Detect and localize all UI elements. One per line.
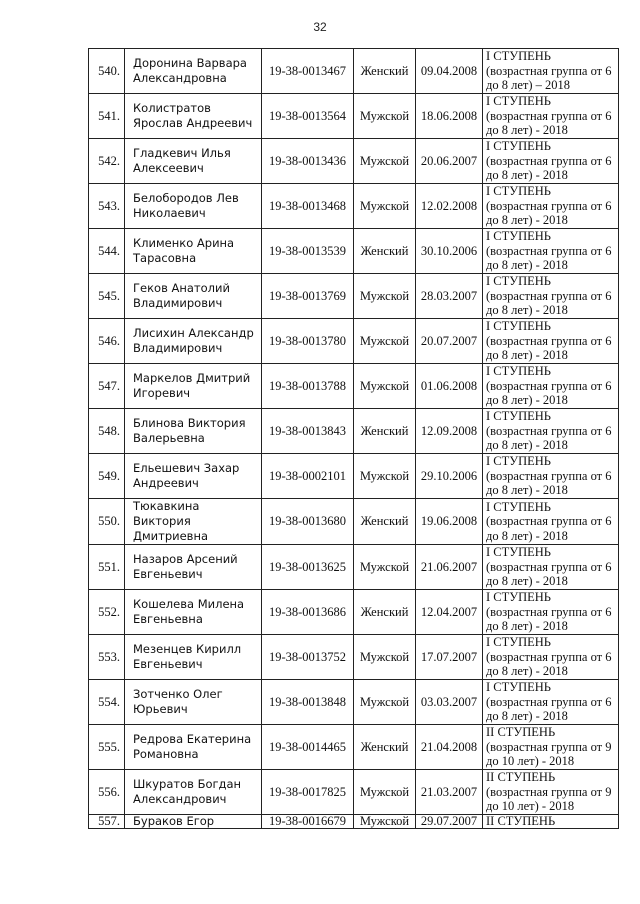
gto-level: I СТУПЕНЬ (возрастная группа от 6 до 8 лет) - 2018 — [483, 184, 619, 229]
row-number: 548. — [89, 409, 125, 454]
birth-date: 29.07.2007 — [416, 815, 483, 829]
row-number: 546. — [89, 319, 125, 364]
participant-id: 19-38-0002101 — [262, 454, 354, 499]
row-number: 550. — [89, 499, 125, 545]
participant-sex: Мужской — [354, 815, 416, 829]
participant-name: Тюкавкина Виктория Дмитриевна — [125, 499, 262, 545]
participant-name: Маркелов Дмитрий Игоревич — [125, 364, 262, 409]
participant-id: 19-38-0013769 — [262, 274, 354, 319]
participant-sex: Мужской — [354, 545, 416, 590]
participant-id: 19-38-0013539 — [262, 229, 354, 274]
participant-sex: Мужской — [354, 184, 416, 229]
table-row — [89, 229, 619, 274]
gto-level: I СТУПЕНЬ (возрастная группа от 6 до 8 лет) - 2018 — [483, 319, 619, 364]
gto-level: I СТУПЕНЬ (возрастная группа от 6 до 8 лет) - 2018 — [483, 94, 619, 139]
participant-id: 19-38-0013467 — [262, 49, 354, 94]
row-number: 547. — [89, 364, 125, 409]
table-row — [89, 815, 619, 829]
participant-id: 19-38-0013436 — [262, 139, 354, 184]
gto-level: I СТУПЕНЬ (возрастная группа от 6 до 8 лет) - 2018 — [483, 590, 619, 635]
participant-id: 19-38-0013468 — [262, 184, 354, 229]
participant-sex: Мужской — [354, 770, 416, 815]
participant-id: 19-38-0013680 — [262, 499, 354, 545]
participant-name: Колистратов Ярослав Андреевич — [125, 94, 262, 139]
gto-level: I СТУПЕНЬ (возрастная группа от 6 до 8 лет) - 2018 — [483, 635, 619, 680]
table-row — [89, 184, 619, 229]
participants-table — [88, 48, 619, 829]
row-number: 557. — [89, 815, 125, 829]
gto-level: I СТУПЕНЬ (возрастная группа от 6 до 8 лет) - 2018 — [483, 680, 619, 725]
table-body — [89, 49, 619, 829]
row-number: 541. — [89, 94, 125, 139]
gto-level: I СТУПЕНЬ (возрастная группа от 6 до 8 лет) - 2018 — [483, 409, 619, 454]
gto-level: II СТУПЕНЬ (возрастная группа от 9 до 10 лет) - 2018 — [483, 725, 619, 770]
row-number: 542. — [89, 139, 125, 184]
page-number: 32 — [313, 20, 327, 34]
gto-level: I СТУПЕНЬ (возрастная группа от 6 до 8 лет) - 2018 — [483, 139, 619, 184]
row-number: 545. — [89, 274, 125, 319]
table-row — [89, 590, 619, 635]
participant-name: Белобородов Лев Николаевич — [125, 184, 262, 229]
participant-name: Кошелева Милена Евгеньевна — [125, 590, 262, 635]
table-row — [89, 364, 619, 409]
birth-date: 21.03.2007 — [416, 770, 483, 815]
table-row — [89, 680, 619, 725]
participant-id: 19-38-0013752 — [262, 635, 354, 680]
birth-date: 12.09.2008 — [416, 409, 483, 454]
participant-id: 19-38-0013843 — [262, 409, 354, 454]
participant-sex: Мужской — [354, 364, 416, 409]
table-row — [89, 139, 619, 184]
participant-id: 19-38-0013780 — [262, 319, 354, 364]
row-number: 555. — [89, 725, 125, 770]
participant-name: Блинова Виктория Валерьевна — [125, 409, 262, 454]
participant-sex: Женский — [354, 49, 416, 94]
participant-id: 19-38-0014465 — [262, 725, 354, 770]
participant-id: 19-38-0013686 — [262, 590, 354, 635]
participant-sex: Мужской — [354, 454, 416, 499]
row-number: 553. — [89, 635, 125, 680]
participant-name: Мезенцев Кирилл Евгеньевич — [125, 635, 262, 680]
participant-id: 19-38-0016679 — [262, 815, 354, 829]
row-number: 554. — [89, 680, 125, 725]
participant-name: Лисихин Александр Владимирович — [125, 319, 262, 364]
participant-name: Доронина Варвара Александровна — [125, 49, 262, 94]
gto-level: I СТУПЕНЬ (возрастная группа от 6 до 8 лет) - 2018 — [483, 545, 619, 590]
participant-id: 19-38-0017825 — [262, 770, 354, 815]
table-row — [89, 274, 619, 319]
gto-level: II СТУПЕНЬ (возрастная группа от 9 до 10 лет) - 2018 — [483, 770, 619, 815]
participant-sex: Женский — [354, 229, 416, 274]
participant-name: Шкуратов Богдан Александрович — [125, 770, 262, 815]
participant-sex: Женский — [354, 499, 416, 545]
participant-id: 19-38-0013564 — [262, 94, 354, 139]
row-number: 549. — [89, 454, 125, 499]
participant-name: Редрова Екатерина Романовна — [125, 725, 262, 770]
participant-sex: Женский — [354, 725, 416, 770]
gto-level: I СТУПЕНЬ (возрастная группа от 6 до 8 лет) - 2018 — [483, 454, 619, 499]
birth-date: 29.10.2006 — [416, 454, 483, 499]
participant-sex: Мужской — [354, 635, 416, 680]
table-row — [89, 454, 619, 499]
participant-name: Ельешевич Захар Андреевич — [125, 454, 262, 499]
participant-sex: Женский — [354, 590, 416, 635]
birth-date: 28.03.2007 — [416, 274, 483, 319]
table-row — [89, 499, 619, 545]
row-number: 543. — [89, 184, 125, 229]
table-row — [89, 770, 619, 815]
row-number: 544. — [89, 229, 125, 274]
participant-id: 19-38-0013848 — [262, 680, 354, 725]
birth-date: 19.06.2008 — [416, 499, 483, 545]
participant-name: Клименко Арина Тарасовна — [125, 229, 262, 274]
birth-date: 01.06.2008 — [416, 364, 483, 409]
birth-date: 20.06.2007 — [416, 139, 483, 184]
row-number: 551. — [89, 545, 125, 590]
birth-date: 20.07.2007 — [416, 319, 483, 364]
gto-level: I СТУПЕНЬ (возрастная группа от 6 до 8 лет) - 2018 — [483, 499, 619, 545]
participant-name: Зотченко Олег Юрьевич — [125, 680, 262, 725]
birth-date: 12.02.2008 — [416, 184, 483, 229]
participant-id: 19-38-0013788 — [262, 364, 354, 409]
table-row — [89, 94, 619, 139]
gto-level: II СТУПЕНЬ — [483, 815, 619, 829]
table-row — [89, 49, 619, 94]
participant-name: Бураков Егор — [125, 815, 262, 829]
gto-level: I СТУПЕНЬ (возрастная группа от 6 до 8 лет) – 2018 — [483, 49, 619, 94]
birth-date: 12.04.2007 — [416, 590, 483, 635]
table-row — [89, 635, 619, 680]
participant-id: 19-38-0013625 — [262, 545, 354, 590]
birth-date: 30.10.2006 — [416, 229, 483, 274]
table-row — [89, 409, 619, 454]
participant-sex: Женский — [354, 409, 416, 454]
birth-date: 03.03.2007 — [416, 680, 483, 725]
gto-level: I СТУПЕНЬ (возрастная группа от 6 до 8 лет) - 2018 — [483, 229, 619, 274]
participant-sex: Мужской — [354, 94, 416, 139]
participant-sex: Мужской — [354, 274, 416, 319]
birth-date: 18.06.2008 — [416, 94, 483, 139]
gto-level: I СТУПЕНЬ (возрастная группа от 6 до 8 лет) - 2018 — [483, 274, 619, 319]
birth-date: 21.04.2008 — [416, 725, 483, 770]
row-number: 552. — [89, 590, 125, 635]
table-row — [89, 725, 619, 770]
participant-name: Назаров Арсений Евгеньевич — [125, 545, 262, 590]
table-row — [89, 319, 619, 364]
participant-name: Геков Анатолий Владимирович — [125, 274, 262, 319]
row-number: 540. — [89, 49, 125, 94]
gto-level: I СТУПЕНЬ (возрастная группа от 6 до 8 лет) - 2018 — [483, 364, 619, 409]
participant-name: Гладкевич Илья Алексеевич — [125, 139, 262, 184]
participant-sex: Мужской — [354, 139, 416, 184]
birth-date: 21.06.2007 — [416, 545, 483, 590]
participant-sex: Мужской — [354, 680, 416, 725]
table-row — [89, 545, 619, 590]
birth-date: 17.07.2007 — [416, 635, 483, 680]
row-number: 556. — [89, 770, 125, 815]
birth-date: 09.04.2008 — [416, 49, 483, 94]
participant-sex: Мужской — [354, 319, 416, 364]
